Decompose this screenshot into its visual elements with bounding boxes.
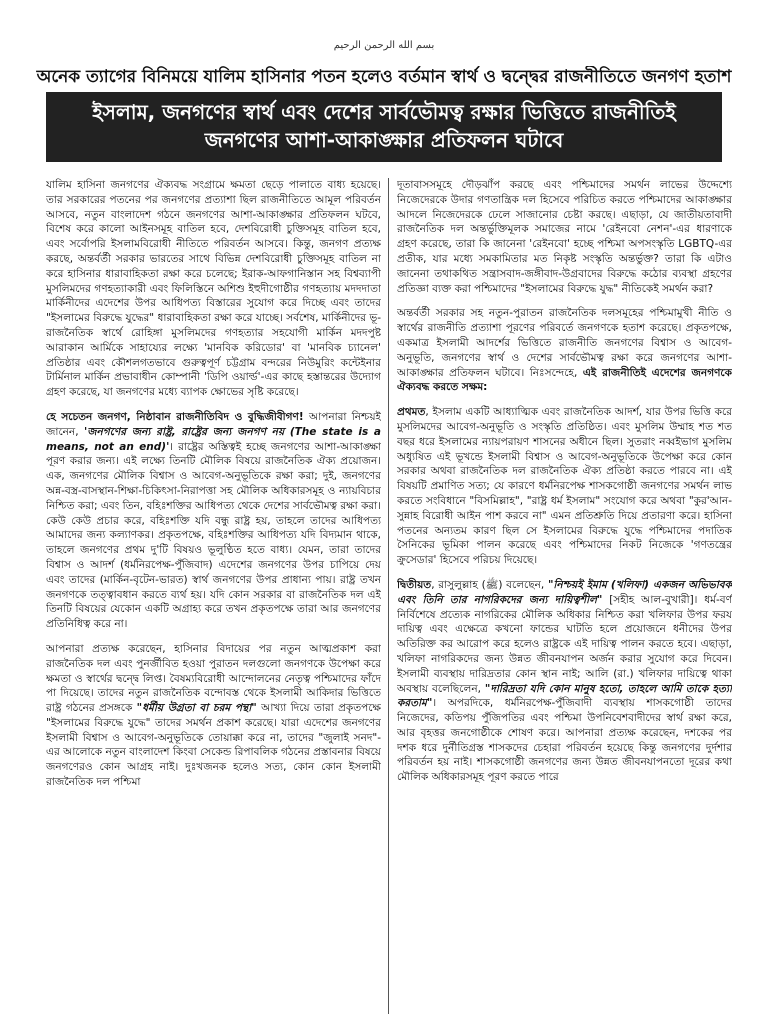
column-divider — [388, 178, 389, 1014]
left-p2-text-b: । রাষ্ট্রের অস্তিত্বই হচ্ছে জনগণের আশা-আকাঙ্ক্ষা পূরণ করার জন্য। এই লক্ষ্যে তিনটি মৌলিক বিষয়ে রাজনৈতিক ঐক্য প্রয়োজন। এক, জনগণের মৌলিক বিশ্বাস ও আবেগ-অনুভূতিকে রক্ষা করা; দুই, জনগণের অন্ন-বস্ত্র-বাসস্থান-শিক্ষা-চিকিৎসা-নিরাপত্তা সহ মৌলিক অধিকারসমূহ ও ন্যায়বিচার নিশ্চিত করা; এবং তিন, বহিঃশক্তির আধিপত্য থেকে দেশের সার্বভৌমত্ব রক্ষা করা। কেউ কেউ প্রচার করে, বহিঃশক্তি যদি বন্ধু রাষ্ট্র হয়, তাহলে তাদের আধিপত্য আমাদের জন্য কল্যাণকর। প্রকৃতপক্ষে, বহিঃশক্তির আধিপত্য যদি বিদ্যমান থাকে, তাহলে জনগণের প্রথম দু'টি বিষয়ও ভূলুণ্ঠিত হতে বাধ্য। যেমন, তারা তাদের বিশ্বাস ও আদর্শ (ধর্মনিরপেক্ষ-পুঁজিবাদ) এদেশের জনগণের উপর চাপিয়ে দেয় এবং তাদের (মার্কিন-বৃটেন-ভারত) স্বার্থ জনগণের উপর প্রাধান্য পায়। রাষ্ট্র তখন জনগণকে তত্ত্বাবধান করতে ব্যর্থ হয়। যদি কোন সরকার বা রাজনৈতিক দল এই তিনটি বিষয়ের যেকোন একটি অগ্রাহ্য করে তখন প্রকৃতপক্ষে তারা আর জনগণের প্রতিনিধিত্ব করে না। — [46, 440, 381, 631]
banner-line-2: জনগণের আশা-আকাঙ্ক্ষার প্রতিফলন ঘটাবে — [204, 128, 564, 152]
left-paragraph-2 — [46, 410, 381, 632]
right-paragraph-4 — [397, 578, 732, 785]
second-point-text-c: । অপরদিকে, ধর্মনিরপেক্ষ-পুঁজিবাদী ব্যবস্থায় শাসকগোষ্ঠী তাদের নিজেদের, কতিপয় পুঁজিপতির এবং পশ্চিমা উপনিবেশবাদীদের স্বার্থ রক্ষা করে, আর বৃহত্তর জনগোষ্ঠীকে শোষণ করে। আপনারা প্রত্যক্ষ করেছেন, দশকের পর দশক ধরে দুর্নীতিগ্রস্ত শাসকদের চেহারা পরিবর্তন হয়েছে কিন্তু জনগণের দুর্দশার পরিবর্তন হয় নাই। শাসকগোষ্ঠী জনগণের জন্য উন্নত জীবনযাপনতো দূরের কথা মৌলিক অধিকারসমূহ পূরণ করতে পারে — [397, 697, 732, 784]
right-paragraph-1: দূতাবাসসমূহে দৌড়ঝাঁপ করছে এবং পশ্চিমাদের সমর্থন লাভের উদ্দেশ্যে নিজেদেরকে উদার গণতান্ত্রিক দল হিসেবে পরিচিত করতে পশ্চিমাদের আকাঙ্ক্ষার আদলে নিজেদেরকে ঢেলে সাজানোর চেষ্টা করছে। এছাড়া, যে জাতীয়তাবাদী রাজনৈতিক দল অন্তর্ভুক্তিমূলক সমাজের নামে 'রেইনবো নেশন'-এর ধারণাকে গ্রহণ করেছে, তারা কি জানেনা 'রেইনবো' হচ্ছে পশ্চিমা অপসংস্কৃতি LGBTQ-এর প্রতীক, যার মধ্যে সমকামিতার মত নিকৃষ্ট সংস্কৃতি অন্তর্ভুক্ত? তারা কি এটাও জানেনা তথাকথিত সন্ত্রাসবাদ-জঙ্গীবাদ-উগ্রবাদের বিরুদ্ধে কঠোর ব্যবস্থা গ্রহণের প্রতিজ্ঞা ব্যক্ত করা পশ্চিমাদের "ইসলামের বিরুদ্ধে যুদ্ধ" নীতিকেই সমর্থন করা? — [397, 179, 732, 295]
right-p2-text: অন্তর্বর্তী সরকার সহ নতুন-পুরাতন রাজনৈতিক দলসমূহের পশ্চিমামুখী নীতি ও স্বার্থের রাজনীতি প্রত্যাশা পূরণের পরিবর্তে জনগণকে হতাশ করেছে। প্রকৃতপক্ষে, একমাত্র ইসলামী আদর্শের ভিত্তিতে রাজনীতি জনগণের বিশ্বাস ও আবেগ-অনুভূতি, জনগণের স্বার্থ ও দেশের সার্বভৌমত্ব রক্ষা করে জনগণের আশা-আকাঙ্ক্ষার প্রতিফলন ঘটাবে। নিঃসন্দেহে, — [397, 307, 732, 379]
right-paragraph-3 — [397, 405, 732, 568]
address-lead: হে সচেতন জনগণ, নিষ্ঠাবান রাজনীতিবিদ ও বুদ্ধিজীবীগণ! — [46, 410, 304, 423]
first-point-text: , ইসলাম একটি আধ্যাত্মিক এবং রাজনৈতিক আদর্শ, যার উপর ভিত্তি করে মুসলিমদের আবেগ-অনুভূতি ও সংস্কৃতি প্রতিষ্ঠিত। এবং মুসলিম উম্মাহ শত শত বছর ধরে ইসলামের ন্যায়পরায়ণ শাসনের অধীনে ছিল। সুতরাং নব্বইভাগ মুসলিম অধ্যুষিত এই ভূখন্ডে ইসলামী বিশ্বাস ও আবেগ-অনুভূতিকে উপেক্ষা করে কোন সরকার অথবা রাজনৈতিক দল রাজনৈতিক ঐক্য প্রতিষ্ঠা করতে পারবে না। এই বিষয়টি প্রমাণিত সত্য; যে কারণে ধর্মনিরপেক্ষ শাসকগোষ্ঠী জনগণের সমর্থন লাভ করতে সংবিধানে "বিসমিল্লাহ", "রাষ্ট্র ধর্ম ইসলাম" সংযোগ করে অথবা "কুর'আন-সুন্নাহ বিরোধী আইন পাশ করবে না" এমন প্রতিশ্রুতি দিয়ে প্রতারণা করে। হাসিনা পতনের অন্যতম কারণ ছিল সে ইসলামের বিরুদ্ধে যুদ্ধে পশ্চিমাদের পদাতিক সৈনিকের ভূমিকা পালন করেছে এবং পশ্চিমাদের নিকট নিজেকে 'গণতন্ত্রের ক্রুসেডার' হিসেবে পরিচয় দিয়েছে। — [397, 406, 732, 567]
hadith-quote: "নিশ্চয়ই ইমাম (খলিফা) একজন অভিভাবক এবং তিনি তার নাগরিকদের জন্য দায়িত্বশীল" — [397, 578, 732, 606]
left-column — [46, 178, 381, 1018]
ali-quote: "দারিদ্রতা যদি কোন মানুষ হতো, তাহলে আমি তাকে হত্যা করতাম" — [397, 682, 732, 710]
left-p3-text-b: আখ্যা দিয়ে তারা প্রকৃতপক্ষে "ইসলামের বিরুদ্ধে যুদ্ধে" তাদের সমর্থন প্রকাশ করেছে। যারা এদেশের জনগণের ইসলামী বিশ্বাস ও আবেগ-অনুভূতিকে তোয়াক্কা করে না, তাদের "জুলাই সনদ"-এর আলোকে নতুন বাংলাদেশ কিংবা সেকেন্ড রিপাবলিক গঠনের প্রস্তাবনার বিষয়ে জনগণেরও কোন আগ্রহ নাই। দুঃখজনক হলেও সত্য, কোন কোন ইসলামী রাজনৈতিক দল পশ্চিমা — [46, 702, 381, 789]
state-quote: 'জনগণের জন্য রাষ্ট্র, রাষ্ট্রের জন্য জনগণ নয় (The state is a means, not an end)' — [46, 425, 381, 453]
left-paragraph-3 — [46, 642, 381, 790]
right-column — [397, 178, 732, 1018]
banner — [46, 92, 722, 162]
left-paragraph-1: যালিম হাসিনা জনগণের ঐক্যবদ্ধ সংগ্রামে ক্ষমতা ছেড়ে পালাতে বাধ্য হয়েছে। তার সরকারের পতনের পর জনগণের প্রত্যাশা ছিল রাজনীতিতে আমূল পরিবর্তন আসবে, নতুন বাংলাদেশ গঠনে জনগণের আশা-আকাঙ্ক্ষার প্রতিফলন ঘটবে, বিশেষ করে কালো আইনসমূহ বাতিল হবে, দেশবিরোধী চুক্তিসমূহ বাতিল হবে, এবং সর্বোপরি ইসলামবিরোধী নীতিতে পরিবর্তন আসবে। কিন্তু, জনগণ প্রত্যক্ষ করছে, অন্তর্বর্তী সরকার ভারতের সাথে বিভিন্ন দেশবিরোধী চুক্তিসমূহ বাতিল না করে হাসিনার ধারাবাহিকতা রক্ষা করে চলেছে; ইরাক-আফগানিস্তান সহ বিশ্বব্যাপী মুসলিমদের গণহত্যাকারী এবং ফিলিস্তিনে অশিশু ইহুদীগোষ্ঠীর গণহত্যায় মদদদাতা মার্কিনীদের এদেশের উপর আধিপত্য বিস্তারের সুযোগ করে দিচ্ছে এবং তাদের "ইসলামের বিরুদ্ধে যুদ্ধের" ধারাবাহিকতা রক্ষা করে যাচ্ছে। সর্বশেষ, মার্কিনীদের ভূ-রাজনৈতিক স্বার্থে রোহিঙ্গা মুসলিমদের গণহত্যার সহযোগী মার্কিন মদদপুষ্ট আরাকান আর্মিকে সাহায্যের লক্ষ্যে 'মানবিক করিডোর' বা 'মানবিক চ্যানেল' প্রতিষ্ঠার এবং কৌশলগতভাবে গুরুত্বপূর্ণ চট্টগ্রাম বন্দরের নিউমুরিং কন্টেইনার টার্মিনাল মার্কিন প্রভাবাধীন কোম্পানী 'ডিপি ওয়ার্ল্ড'-এর কাছে হস্তান্তরের উদ্যোগ গ্রহণ করেছে, যা জনগণের মধ্যে ব্যাপক ক্ষোভের সৃষ্টি করেছে। — [46, 179, 381, 399]
second-point-text-a: , রাসুলুল্লাহ (ﷺ) বলেছেন, — [431, 578, 548, 591]
headline: অনেক ত্যাগের বিনিময়ে যালিম হাসিনার পতন হলেও বর্তমান স্বার্থ ও দ্বন্দ্বের রাজনীতিতে জনগণ হতাশ — [36, 67, 732, 87]
unity-statement: এই রাজনীতিই এদেশের জনগণকে ঐক্যবদ্ধ করতে সক্ষম: — [397, 366, 732, 394]
second-point-text-b: [সহীহ আল-বুখারী]। ধর্ম-বর্ণ নির্বিশেষে প্রত্যেক নাগরিকের মৌলিক অধিকার নিশ্চিত করা খলিফার উপর ফরয দায়িত্ব এবং এক্ষেত্রে কখনো ফান্ডের ঘাটতি হলে প্রয়োজনে ধনীদের উপর অতিরিক্ত কর আরোপ করে হলেও রাষ্ট্রকে এই দায়িত্ব পালন করতে হবে। এছাড়া, খলিফা নাগরিকদের জন্য উন্নত জীবনযাপন অর্জন করার সুযোগ করে দিবেন। ইসলামী ব্যবস্থায় দারিদ্রতার কোন স্থান নাই; আলি (রা.) খলিফার দায়িত্বে থাকা অবস্থায় বলেছিলেন, — [397, 593, 732, 695]
bismillah-line: بسم الله الرحمن الرحيم — [333, 40, 435, 51]
right-paragraph-2 — [397, 306, 732, 395]
second-point-label: দ্বিতীয়ত — [397, 578, 432, 591]
first-point-label: প্রথমত — [397, 406, 426, 419]
left-p3-text-a: আপনারা প্রত্যক্ষ করেছেন, হাসিনার বিদায়ের পর নতুন আত্মপ্রকাশ করা রাজনৈতিক দল এবং পুনর্জীবিত হওয়া পুরাতন দলগুলো জনগণকে উপেক্ষা করে ক্ষমতা ও স্বার্থের দ্বন্দ্বে লিপ্ত। বৈষম্যবিরোধী আন্দোলনের নেতৃত্ব পশ্চিমাদের ফাঁদে পা দিয়েছে। তাদের নতুন রাজনৈতিক বন্দোবস্ত থেকে ইসলামী আকিদার ভিত্তিতে রাষ্ট্র গঠনের প্রসঙ্গকে — [46, 642, 381, 715]
banner-line-1: ইসলাম, জনগণের স্বার্থ এবং দেশের সার্বভৌমত্ব রক্ষার ভিত্তিতে রাজনীতিই — [92, 100, 676, 124]
extremism-quote: "ধর্মীয় উগ্রতা বা চরম পন্থা" — [136, 702, 257, 715]
left-p2-text-a: আপনারা নিশ্চয়ই জানেন, — [46, 410, 381, 438]
